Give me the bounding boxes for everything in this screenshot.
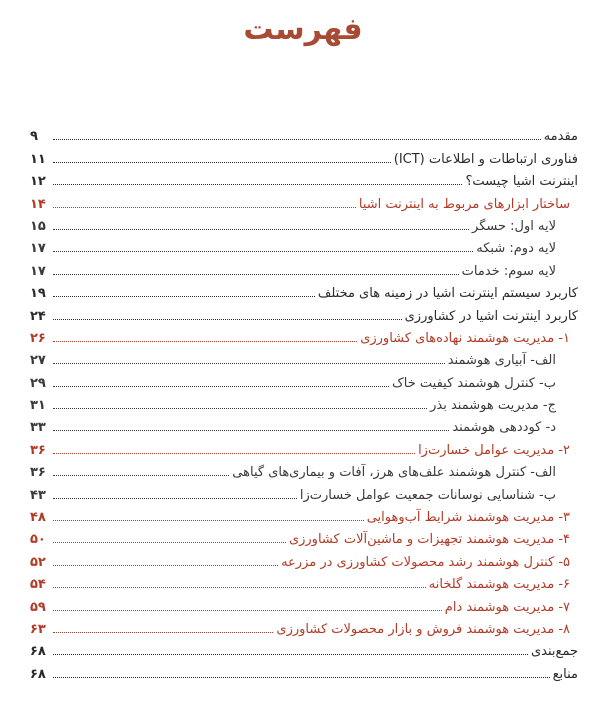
dot-leader [53,453,415,454]
toc-entry[interactable] [30,458,578,480]
toc-entry-page: ۱۱ [30,151,46,167]
toc-entry-label: ۴- مدیریت هوشمند تجهیزات و ماشین‌آلات کشاورزی [288,532,570,548]
toc-entry-label: ۵- کنترل هوشمند رشد محصولات کشاورزی در مزرعه [281,554,570,570]
dot-leader [53,274,459,275]
toc-entry-page: ۵۰ [30,532,46,548]
toc-entry[interactable] [30,324,578,346]
dot-leader [53,610,442,611]
dot-leader [53,184,462,185]
dot-leader [53,587,426,588]
toc-entry-page: ۵۲ [30,554,46,570]
toc-entry-label: الف- آبیاری هوشمند [447,353,556,369]
toc-entry-label: ۲- مدیریت عوامل خسارت‌زا [418,442,570,458]
toc-entry-page: ۲۶ [30,330,46,346]
toc-entry-page: ۶۸ [30,666,46,682]
dot-leader [53,542,286,543]
toc-entry[interactable] [30,503,578,525]
dot-leader [53,408,427,409]
table-of-contents [30,122,578,682]
toc-entry-label: ۳- مدیریت هوشمند شرایط آب‌وهوایی [366,510,570,526]
toc-entry-page: ۳۱ [30,398,46,414]
toc-entry-page: ۱۵ [30,218,46,234]
toc-entry[interactable] [30,570,578,592]
toc-entry-label: ۷- مدیریت هوشمند دام [444,599,570,615]
toc-entry-page: ۳۶ [30,465,46,481]
toc-entry-page: ۳۳ [30,420,46,436]
toc-entry-page: ۱۲ [30,174,46,190]
toc-entry[interactable] [30,637,578,659]
toc-entry-label: جمع‌بندی [530,644,578,660]
dot-leader [53,430,449,431]
toc-entry[interactable] [30,413,578,435]
dot-leader [53,677,550,678]
toc-entry-label: کاربرد سیستم اینترنت اشیا در زمینه های مختلف [317,286,578,302]
toc-entry-label: الف- کنترل هوشمند علف‌های هرز، آفات و بیماری‌های گیاهی [232,465,556,481]
toc-entry[interactable] [30,122,578,144]
toc-entry[interactable] [30,368,578,390]
toc-entry[interactable] [30,212,578,234]
toc-entry-label: ب- شناسایی نوسانات جمعیت عوامل خسارت‌زا [299,487,556,503]
toc-entry-label: ب- کنترل هوشمند کیفیت خاک [392,375,556,391]
dot-leader [53,520,364,521]
toc-entry[interactable] [30,525,578,547]
dot-leader [53,229,469,230]
toc-entry-label: فناوری ارتباطات و اطلاعات (ICT) [393,151,578,167]
toc-entry-label: ساختار ابزارهای مربوط به اینترنت اشیا [358,196,570,212]
toc-entry[interactable] [30,167,578,189]
toc-entry-page: ۱۷ [30,263,46,279]
toc-entry-page: ۶۸ [30,644,46,660]
dot-leader [53,341,357,342]
dot-leader [53,363,445,364]
toc-entry-page: ۲۷ [30,353,46,369]
toc-entry-page: ۲۴ [30,308,46,324]
toc-entry[interactable] [30,391,578,413]
toc-entry-label: اینترنت اشیا چیست؟ [465,174,578,190]
toc-entry[interactable] [30,480,578,502]
dot-leader [53,386,389,387]
dot-leader [53,207,356,208]
toc-entry-label: منابع [552,666,578,682]
dot-leader [53,475,229,476]
dot-leader [53,139,541,140]
toc-entry-page: ۴۳ [30,487,46,503]
toc-entry-label: لایه سوم: خدمات [461,263,556,279]
toc-entry-page: ۵۹ [30,599,46,615]
toc-entry[interactable] [30,615,578,637]
toc-entry-page: ۱۴ [30,196,46,212]
toc-entry-label: ۱- مدیریت هوشمند نهاده‌های کشاورزی [360,330,570,346]
dot-leader [53,498,297,499]
toc-entry[interactable] [30,547,578,569]
dot-leader [53,565,278,566]
dot-leader [53,632,273,633]
page-title: فهرست [243,12,363,47]
toc-entry[interactable] [30,256,578,278]
toc-entry[interactable] [30,435,578,457]
toc-entry-label: مقدمه [543,129,578,145]
toc-entry-label: ۸- مدیریت هوشمند فروش و بازار محصولات کشاورزی [276,621,570,637]
dot-leader [53,654,528,655]
toc-entry[interactable] [30,301,578,323]
toc-entry[interactable] [30,592,578,614]
toc-entry[interactable] [30,659,578,681]
dot-leader [53,162,391,163]
toc-entry-label: ج- مدیریت هوشمند بذر [430,398,556,414]
dot-leader [53,296,315,297]
toc-entry-page: ۱۹ [30,286,46,302]
toc-entry-label: د- کوددهی هوشمند [452,420,556,436]
toc-entry-page: ۶۳ [30,621,46,637]
toc-entry[interactable] [30,346,578,368]
toc-entry-page: ۴۸ [30,510,46,526]
toc-entry-page: ۲۹ [30,375,46,391]
toc-entry[interactable] [30,189,578,211]
toc-entry-page: ۹ [30,129,38,145]
toc-entry-page: ۱۷ [30,241,46,257]
toc-entry[interactable] [30,144,578,166]
toc-entry-label: لایه دوم: شبکه [476,241,556,257]
dot-leader [53,251,473,252]
toc-entry-label: ۶- مدیریت هوشمند گلخانه [428,577,570,593]
toc-entry[interactable] [30,279,578,301]
toc-entry-label: کاربرد اینترنت اشیا در کشاورزی [404,308,578,324]
dot-leader [53,319,402,320]
toc-entry-page: ۵۴ [30,577,46,593]
toc-entry-label: لایه اول: حسگر [472,218,556,234]
toc-entry-page: ۳۶ [30,442,46,458]
toc-entry[interactable] [30,234,578,256]
